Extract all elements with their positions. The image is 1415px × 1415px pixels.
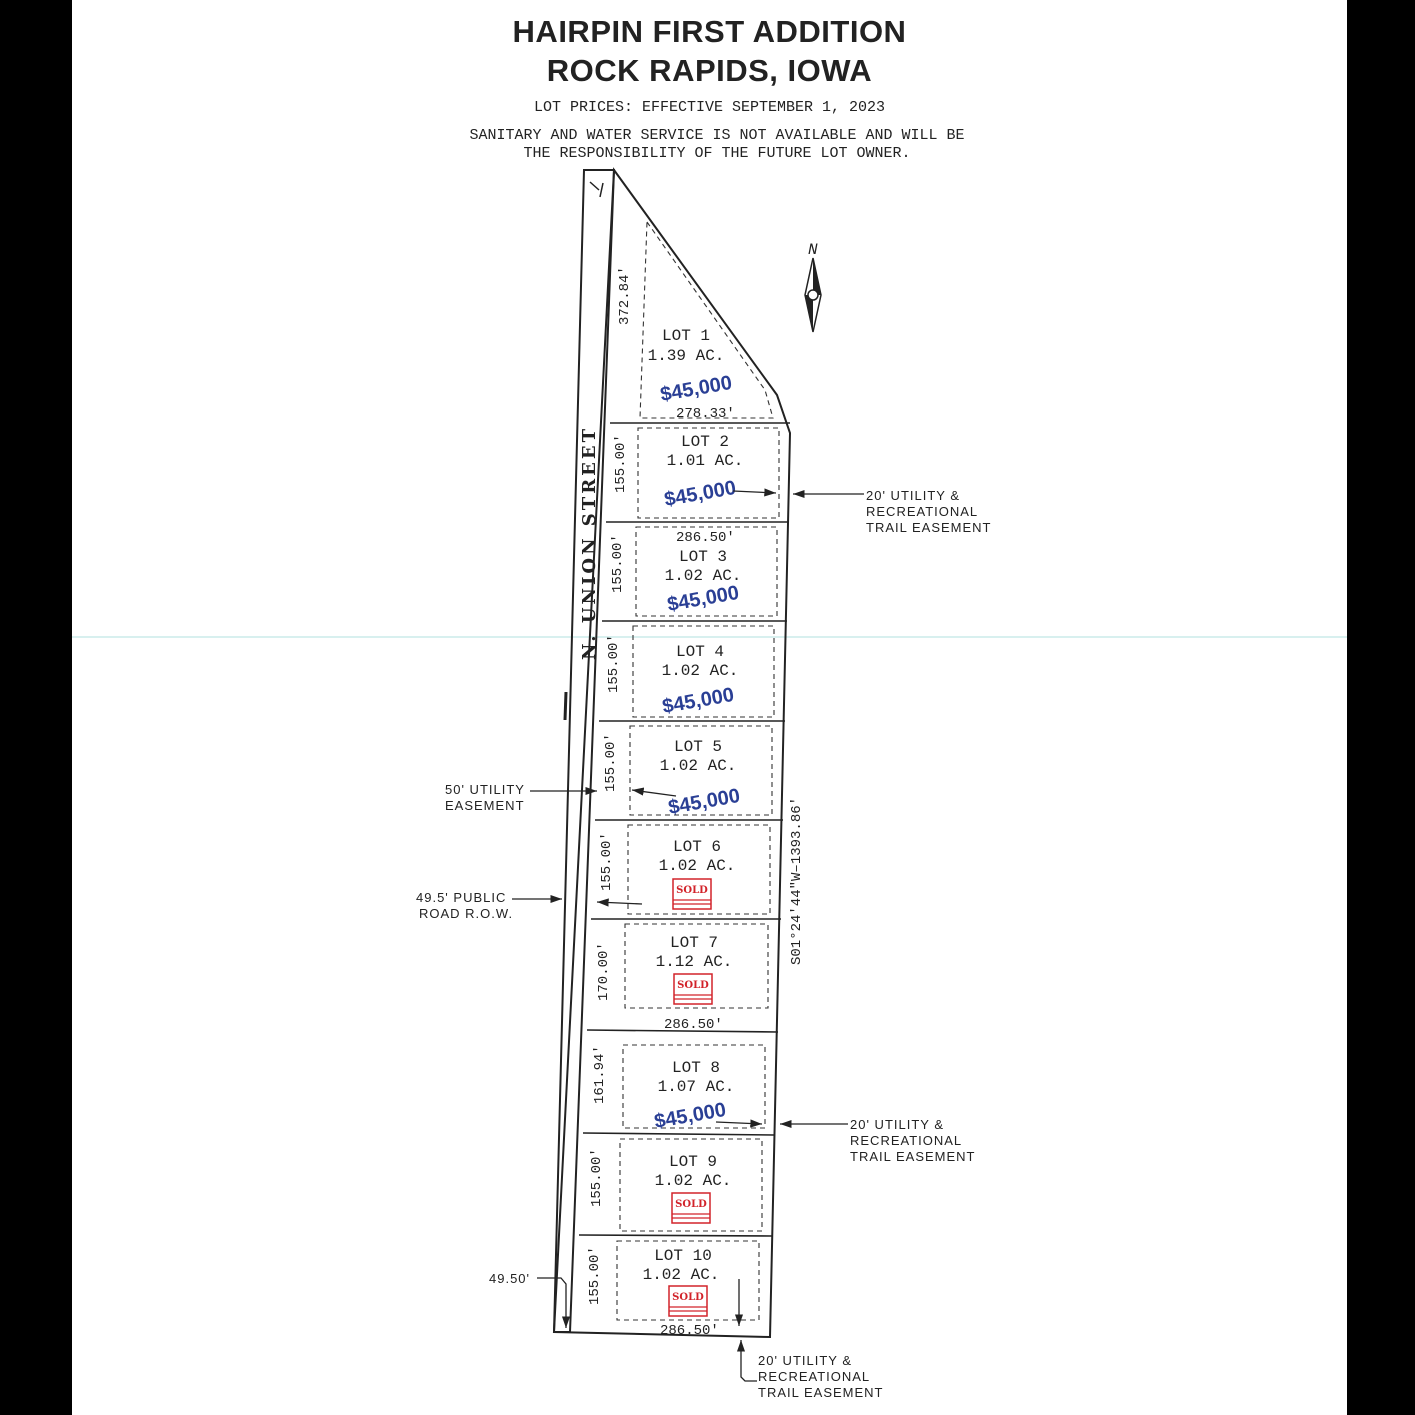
row-mark: [565, 692, 566, 720]
lot-4[interactable]: [661, 643, 739, 718]
lot7-frontage: 170.00': [596, 942, 612, 1001]
lot-6[interactable]: [659, 838, 736, 909]
row-tick: [590, 182, 599, 190]
lot-acres: 1.01 AC.: [666, 452, 744, 470]
trail-easement-label-3: 20' UTILITY &: [758, 1353, 852, 1368]
plat-subtitle: ROCK RAPIDS, IOWA: [546, 53, 873, 88]
north-arrow-icon: [805, 258, 821, 332]
lot-7[interactable]: [656, 934, 733, 1004]
lot2-frontage: 155.00': [613, 434, 629, 493]
row-tick: [600, 183, 603, 197]
trail-easement-label-1: RECREATIONAL: [866, 504, 979, 519]
public-row-label: 49.5' PUBLIC: [416, 890, 507, 905]
lot-price: $45,000: [660, 683, 736, 719]
lot-acres: 1.02 AC.: [659, 757, 737, 775]
sold-stamp: [674, 974, 712, 1004]
lot-price: $45,000: [665, 581, 741, 617]
lot-1[interactable]: [648, 327, 734, 406]
lot10-frontage: 155.00': [587, 1246, 603, 1305]
lot-name: LOT 9: [668, 1153, 718, 1171]
east-line-bearing: S01°24'44"W–1393.86': [789, 796, 805, 965]
lot5-frontage: 155.00': [603, 733, 619, 792]
easement-leader: [741, 1340, 757, 1381]
lot-acres: 1.12 AC.: [655, 953, 733, 971]
lot9-frontage: 155.00': [589, 1148, 605, 1207]
row-inner-arrow: [597, 902, 642, 904]
frontage-dimensions: [587, 266, 633, 1305]
lot3-frontage: 155.00': [610, 534, 626, 593]
lot-2[interactable]: [663, 433, 744, 511]
lot7-depth: 286.50': [664, 1017, 723, 1033]
lot-price: $45,000: [662, 476, 738, 512]
sold-stamp: [669, 1286, 707, 1316]
utility-easement-inner-arrow: [632, 790, 676, 796]
lot-name: LOT 5: [673, 738, 723, 756]
street-label: N. UNION STREET: [579, 426, 600, 660]
lot10-depth: 286.50': [660, 1323, 719, 1339]
lot6-frontage: 155.00': [599, 832, 615, 891]
trail-easement-label-3: RECREATIONAL: [758, 1369, 871, 1384]
easement-inner-arrow: [716, 1122, 762, 1124]
lot-acres: 1.39 AC.: [647, 347, 725, 365]
svg-text:SOLD: SOLD: [677, 980, 709, 991]
service-note-line2: THE RESPONSIBILITY OF THE FUTURE LOT OWNER.: [523, 145, 911, 162]
lot2-depth: 286.50': [676, 530, 735, 546]
row-width-label: 49.50': [489, 1271, 531, 1286]
lot-acres: 1.02 AC.: [654, 1172, 732, 1190]
north-label: N: [808, 241, 818, 259]
service-note-line1: SANITARY AND WATER SERVICE IS NOT AVAILABLE AND WILL BE: [469, 127, 965, 144]
lot-name: LOT 1: [661, 327, 711, 345]
lot8-frontage: 161.94': [592, 1045, 608, 1104]
plat-title: HAIRPIN FIRST ADDITION: [512, 14, 907, 49]
svg-text:SOLD: SOLD: [676, 885, 708, 896]
lot-5[interactable]: [660, 738, 742, 819]
lot-acres: 1.07 AC.: [657, 1078, 735, 1096]
lot-name: LOT 8: [671, 1059, 721, 1077]
utility-easement-label: 50' UTILITY: [445, 782, 525, 797]
lot-name: LOT 3: [678, 548, 728, 566]
lot-name: LOT 7: [669, 934, 719, 952]
sold-stamp: [672, 1193, 710, 1223]
lot1-frontage: 372.84': [617, 266, 633, 325]
prices-effective-note: LOT PRICES: EFFECTIVE SEPTEMBER 1, 2023: [533, 99, 886, 116]
lot-3[interactable]: [665, 548, 742, 616]
lot-acres: 1.02 AC.: [642, 1266, 720, 1284]
public-row-label: ROAD R.O.W.: [419, 906, 514, 921]
trail-easement-label-2: 20' UTILITY &: [850, 1117, 944, 1132]
lot-9[interactable]: [655, 1153, 732, 1223]
row-width-leader: [537, 1278, 566, 1328]
lot-name: LOT 6: [672, 838, 722, 856]
lot-name: LOT 4: [675, 643, 725, 661]
lot-price: $45,000: [666, 784, 742, 820]
lot-acres: 1.02 AC.: [664, 567, 742, 585]
svg-text:SOLD: SOLD: [672, 1292, 704, 1303]
trail-easement-label-1: 20' UTILITY &: [866, 488, 960, 503]
sold-stamp: [673, 879, 711, 909]
easement-inner-arrow: [733, 491, 776, 493]
lot-acres: 1.02 AC.: [658, 857, 736, 875]
lot4-frontage: 155.00': [606, 634, 622, 693]
lot-name: LOT 10: [654, 1247, 712, 1265]
trail-easement-label-2: TRAIL EASEMENT: [850, 1149, 976, 1164]
trail-easement-label-2: RECREATIONAL: [850, 1133, 963, 1148]
lot-10[interactable]: [643, 1247, 720, 1316]
lot-acres: 1.02 AC.: [661, 662, 739, 680]
lot-name: LOT 2: [680, 433, 730, 451]
lot1-depth: 278.33': [676, 406, 735, 422]
trail-easement-label-1: TRAIL EASEMENT: [866, 520, 992, 535]
trail-easement-label-3: TRAIL EASEMENT: [758, 1385, 884, 1400]
lot-price: $45,000: [658, 371, 734, 407]
lot-price: $45,000: [652, 1098, 728, 1134]
utility-easement-label: EASEMENT: [445, 798, 525, 813]
svg-text:SOLD: SOLD: [675, 1199, 707, 1210]
